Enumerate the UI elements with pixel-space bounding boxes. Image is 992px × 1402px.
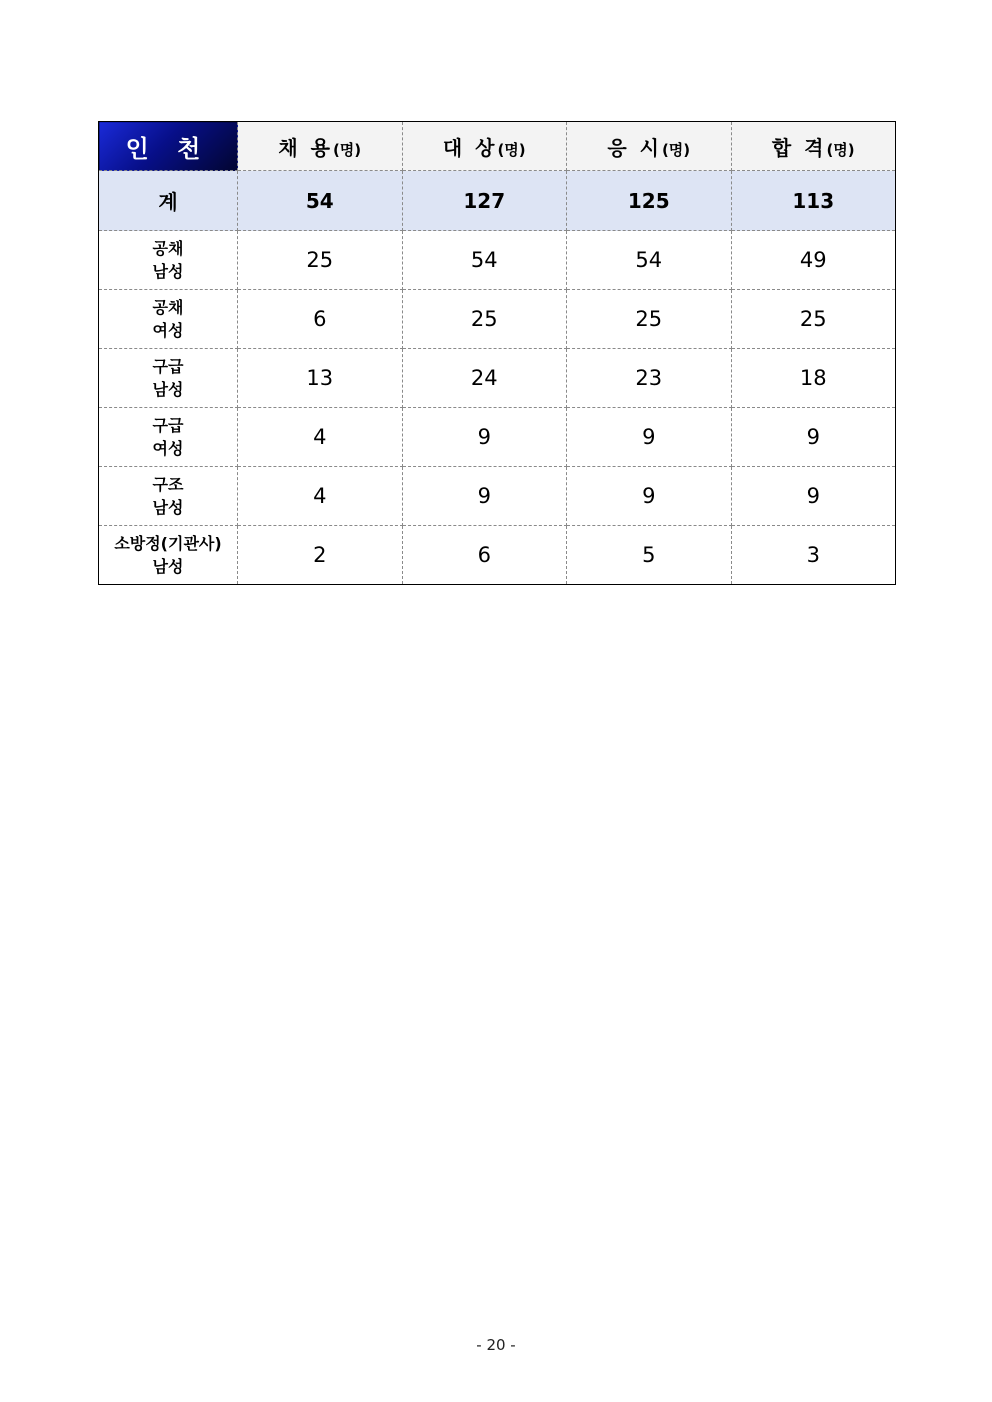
row-label-line2: 여성 [152, 321, 184, 340]
total-row [99, 171, 896, 231]
row-label-line1: 소방정(기관사) [114, 534, 222, 553]
table-cell: 3 [731, 526, 896, 585]
column-header-unit: (명) [497, 140, 526, 159]
column-header-eligible [402, 122, 567, 171]
table-cell: 9 [567, 467, 732, 526]
row-label-line1: 공채 [152, 239, 184, 258]
table-cell: 18 [731, 349, 896, 408]
row-label-line1: 구급 [152, 416, 184, 435]
row-label [99, 349, 238, 408]
table-cell: 9 [402, 408, 567, 467]
table-row [99, 349, 896, 408]
table-cell: 25 [402, 290, 567, 349]
row-label-line2: 남성 [152, 262, 184, 281]
table-cell: 5 [567, 526, 732, 585]
table-cell: 25 [567, 290, 732, 349]
page-number: - 20 - [476, 1336, 516, 1354]
table-cell: 2 [238, 526, 403, 585]
table-row [99, 231, 896, 290]
table-row [99, 290, 896, 349]
table-cell: 54 [402, 231, 567, 290]
table-cell: 9 [402, 467, 567, 526]
table-cell: 54 [567, 231, 732, 290]
table-row [99, 526, 896, 585]
row-label [99, 408, 238, 467]
column-header-label: 응 시 [607, 135, 662, 160]
column-header-unit: (명) [332, 140, 362, 159]
table-cell: 25 [238, 231, 403, 290]
table-cell: 23 [567, 349, 732, 408]
row-label [99, 526, 238, 585]
column-header-label: 합 격 [771, 135, 827, 160]
row-label-line2: 남성 [152, 498, 184, 517]
total-cell: 54 [238, 171, 403, 231]
row-label-line2: 남성 [152, 557, 184, 576]
table-cell: 9 [731, 408, 896, 467]
row-label-line1: 공채 [152, 298, 184, 317]
region-header: 인 천 [99, 122, 238, 171]
column-header-unit: (명) [826, 140, 855, 159]
table-row [99, 408, 896, 467]
total-cell: 125 [567, 171, 732, 231]
column-header-passed [731, 122, 896, 171]
row-label [99, 290, 238, 349]
row-label-line2: 여성 [152, 439, 184, 458]
table-cell: 25 [731, 290, 896, 349]
table-cell: 9 [731, 467, 896, 526]
total-cell: 113 [731, 171, 896, 231]
table-row [99, 467, 896, 526]
column-header-label: 대 상 [442, 135, 498, 160]
table-cell: 4 [238, 408, 403, 467]
row-label-line1: 구급 [152, 357, 184, 376]
total-label: 계 [99, 171, 238, 231]
row-label [99, 467, 238, 526]
table-cell: 49 [731, 231, 896, 290]
table-cell: 9 [567, 408, 732, 467]
row-label [99, 231, 238, 290]
table-cell: 13 [238, 349, 403, 408]
table-cell: 24 [402, 349, 567, 408]
table-cell: 6 [238, 290, 403, 349]
column-header-unit: (명) [661, 140, 691, 159]
column-header-hired [238, 122, 403, 171]
total-cell: 127 [402, 171, 567, 231]
recruitment-stats-table [98, 121, 896, 585]
row-label-line1: 구조 [152, 475, 184, 494]
header-row [99, 122, 896, 171]
table-cell: 4 [238, 467, 403, 526]
column-header-applied [567, 122, 732, 171]
column-header-label: 채 용 [278, 135, 333, 160]
table-cell: 6 [402, 526, 567, 585]
row-label-line2: 남성 [152, 380, 184, 399]
